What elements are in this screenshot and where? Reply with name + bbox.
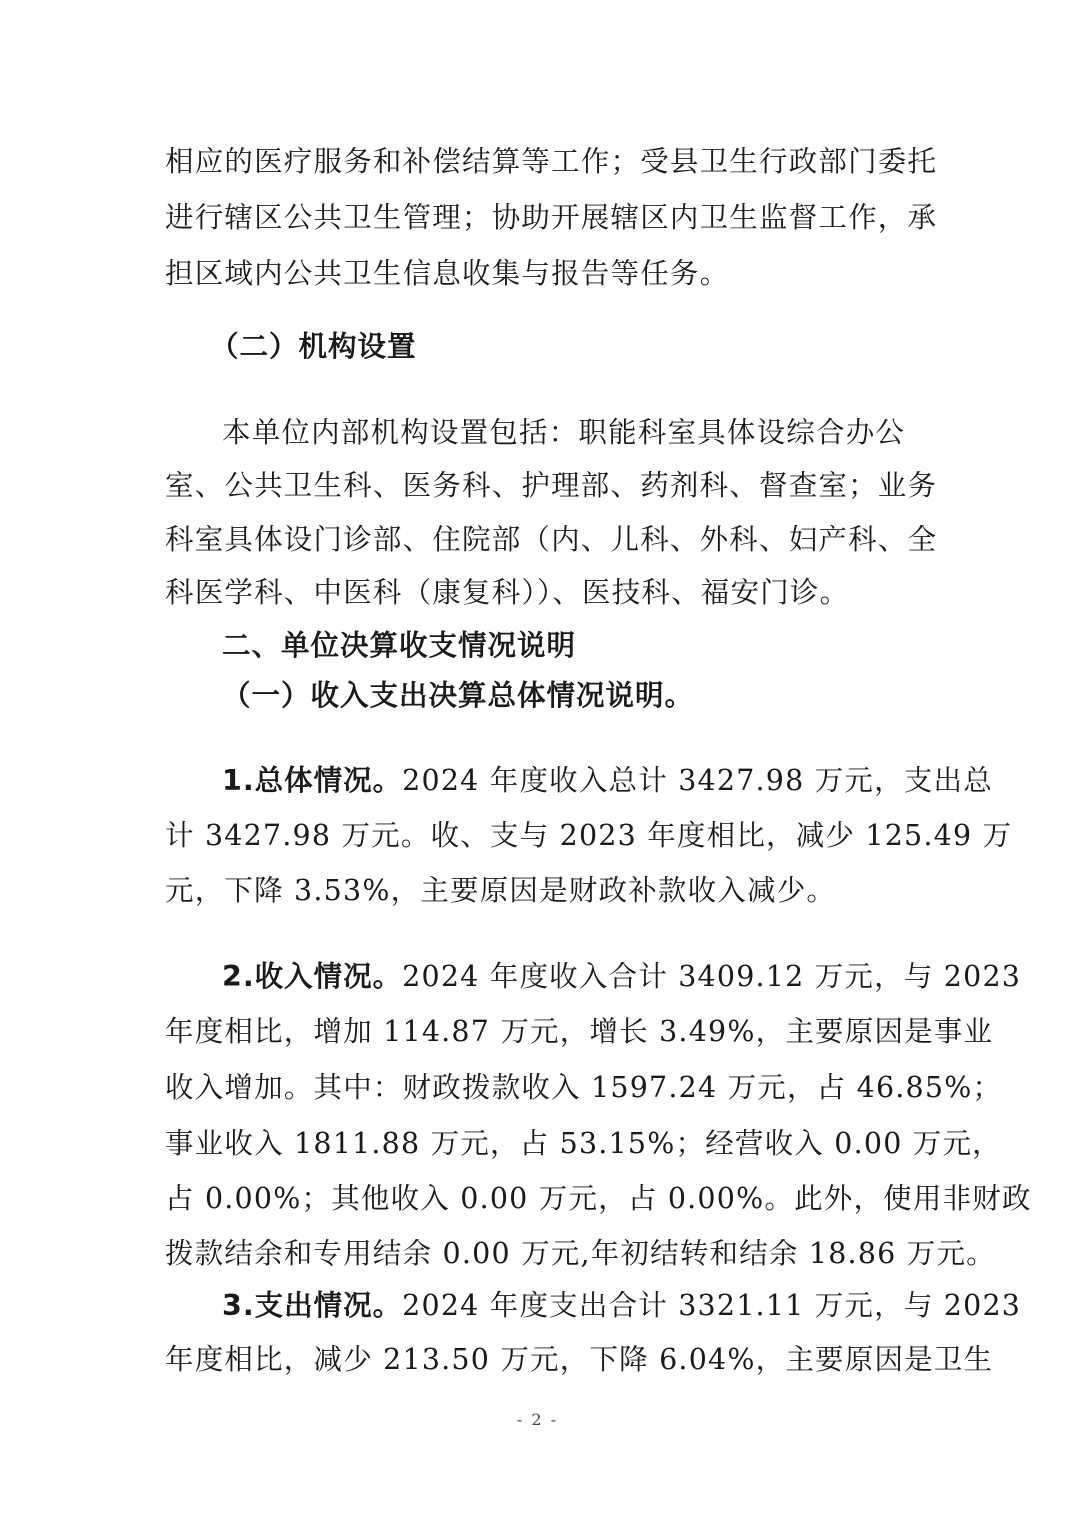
paragraph-line: 年度相比，增加 114.87 万元，增长 3.49%，主要原因是事业 [165, 1015, 994, 1048]
section-heading: 二、单位决算收支情况说明 [222, 629, 577, 662]
subsection-heading: （一）收入支出决算总体情况说明。 [222, 679, 695, 712]
paragraph-line: 进行辖区公共卫生管理；协助开展辖区内卫生监督工作，承 [165, 201, 938, 234]
item-lead: 2.收入情况。 [222, 960, 403, 993]
paragraph-line: 年度相比，减少 213.50 万元，下降 6.04%，主要原因是卫生 [165, 1343, 994, 1376]
paragraph-line: 计 3427.98 万元。收、支与 2023 年度相比，减少 125.49 万 [165, 819, 1013, 852]
item-income-first-line [222, 957, 1022, 997]
paragraph-line: 科室具体设门诊部、住院部（内、儿科、外科、妇产科、全 [165, 523, 938, 556]
paragraph-line: 事业收入 1811.88 万元，占 53.15%；经营收入 0.00 万元， [165, 1127, 1002, 1160]
paragraph-line: 本单位内部机构设置包括：职能科室具体设综合办公 [222, 416, 906, 449]
paragraph-line: 元，下降 3.53%，主要原因是财政补款收入减少。 [165, 874, 837, 907]
item-expense-first-line [222, 1286, 1022, 1326]
subsection-heading-org: （二）机构设置 [210, 330, 417, 363]
item-lead: 3.支出情况。 [222, 1289, 403, 1322]
item-lead: 1.总体情况。 [222, 764, 403, 797]
paragraph-line: 科医学科、中医科（康复科））、医技科、福安门诊。 [165, 576, 850, 609]
paragraph-line: 占 0.00%；其他收入 0.00 万元，占 0.00%。此外，使用非财政 [165, 1182, 1032, 1215]
item-text: 2024 年度支出合计 3321.11 万元，与 2023 [402, 1289, 1022, 1322]
paragraph-line: 担区域内公共卫生信息收集与报告等任务。 [165, 257, 730, 290]
paragraph-line: 相应的医疗服务和补偿结算等工作；受县卫生行政部门委托 [165, 145, 938, 178]
paragraph-line: 收入增加。其中：财政拨款收入 1597.24 万元，占 46.85%； [165, 1071, 1003, 1104]
item-text: 2024 年度收入合计 3409.12 万元，与 2023 [402, 960, 1022, 993]
paragraph-line: 室、公共卫生科、医务科、护理部、药剂科、督查室；业务 [165, 469, 938, 502]
item-text: 2024 年度收入总计 3427.98 万元，支出总 [402, 764, 993, 797]
page-number: - 2 - [516, 1410, 559, 1429]
item-overall-first-line [222, 761, 993, 801]
paragraph-line: 拨款结余和专用结余 0.00 万元,年初结转和结余 18.86 万元。 [165, 1237, 996, 1270]
